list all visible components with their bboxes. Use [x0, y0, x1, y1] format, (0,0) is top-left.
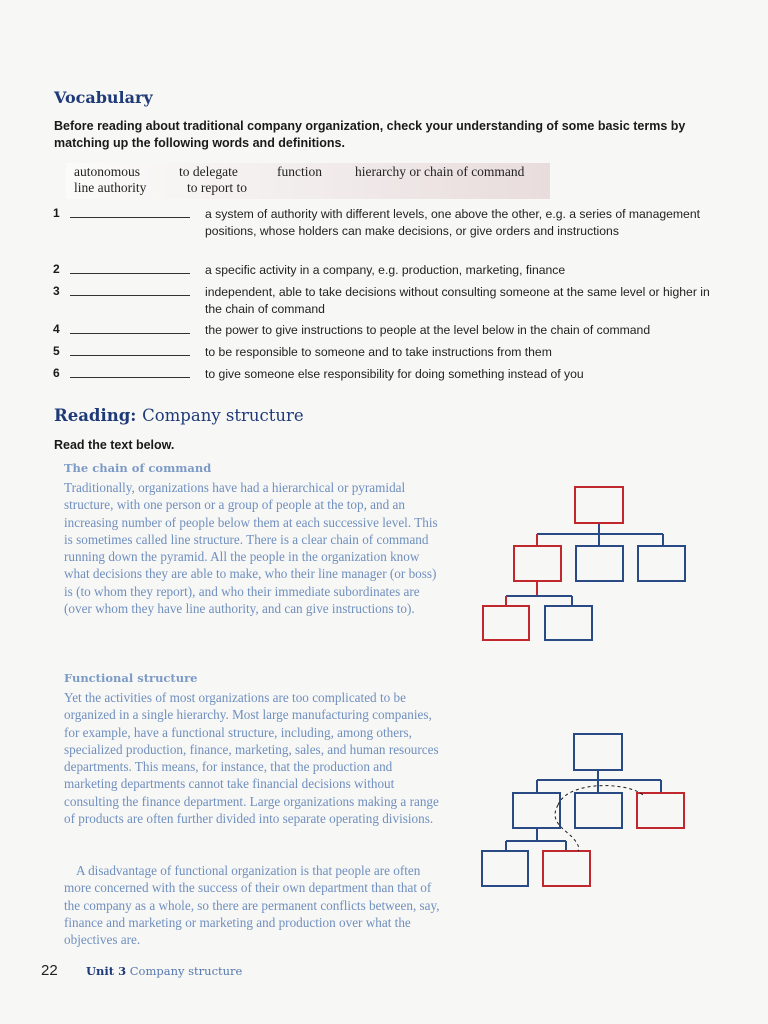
functional-structure-diagram [478, 730, 690, 892]
reading-heading-title: Company structure [142, 406, 304, 425]
reading-heading-label: Reading: [54, 406, 137, 425]
answer-blank[interactable] [70, 217, 190, 218]
manager-box [514, 546, 561, 581]
reading-heading [54, 406, 304, 425]
answer-blank[interactable] [70, 355, 190, 356]
page-number: 22 [41, 962, 58, 979]
subordinate-box [543, 851, 590, 886]
department-box [637, 793, 684, 828]
section-heading-functional-structure: Functional structure [64, 671, 198, 685]
answer-blank[interactable] [70, 295, 190, 296]
item-definition: the power to give instructions to people at the level below in the chain of command [205, 323, 651, 337]
answer-blank[interactable] [70, 333, 190, 334]
subordinate-box [483, 606, 529, 640]
department-box [513, 793, 560, 828]
item-number: 4 [53, 322, 60, 336]
manager-box [638, 546, 685, 581]
paragraph-functional-structure: Yet the activities of most organizations are too complicated to be organized in a single hierarchy. Most large manufacturing companies, for example, have a functional structure, including, among others, specialized production, finance, marketing, sales, and human resources departments. This means, for instance, that the production and marketing departments cannot take financial decisions without consulting the finance department. Large organizations making a range of products are often further divided into separate operating divisions. [64, 690, 439, 827]
footer-unit-label: Unit 3 [86, 964, 127, 978]
item-definition: to be responsible to someone and to take instructions from them [205, 345, 552, 359]
footer-unit-title: Company structure [129, 964, 243, 978]
subordinate-box [482, 851, 528, 886]
vocabulary-instructions: Before reading about traditional company organization, check your understanding of some basic terms by matching up the following words and definitions. [54, 119, 686, 150]
item-definition: a specific activity in a company, e.g. production, marketing, finance [205, 263, 566, 277]
vocabulary-heading: Vocabulary [54, 88, 153, 107]
answer-blank[interactable] [70, 377, 190, 378]
paragraph-functional-disadvantage: A disadvantage of functional organization is that people are often more concerned with the success of their own department than that of the company as a whole, so there are permanent conflicts between, say, finance and marketing or marketing and production over what the objectives are. [64, 863, 440, 948]
word-to-report-to: to report to [187, 180, 247, 195]
top-manager-box [574, 734, 622, 770]
department-box [575, 793, 622, 828]
dashed-link [558, 786, 643, 805]
item-definition: a system of authority with different levels, one above the other, e.g. a series of management positions, whose holders can make decisions, or give orders and instructions [205, 207, 701, 238]
word-function: function [277, 164, 322, 179]
item-number: 5 [53, 344, 60, 358]
paragraph-chain-of-command: Traditionally, organizations have had a hierarchical or pyramidal structure, with one person or a group of people at the top, and an increasing number of people below them at each successive level. This is sometimes called line structure. There is a clear chain of command running down the pyramid. All the people in the organization know what decisions they are able to make, who their line manager (or boss) is (to whom they report), and who their immediate subordinates are (over whom they have line authority, and can give instructions to). [64, 480, 438, 617]
item-definition: to give someone else responsibility for doing something instead of you [205, 367, 584, 381]
item-number: 1 [53, 206, 60, 220]
item-number: 3 [53, 284, 60, 298]
reading-instruction: Read the text below. [54, 438, 175, 452]
word-to-delegate: to delegate [179, 164, 238, 179]
item-definition: independent, able to take decisions without consulting someone at the same level or higher in the chain of command [205, 285, 710, 316]
line-structure-diagram [478, 484, 690, 644]
manager-box [576, 546, 623, 581]
word-hierarchy: hierarchy or chain of command [355, 164, 525, 179]
word-autonomous: autonomous [74, 164, 140, 179]
footer-unit [86, 964, 242, 978]
word-line-authority: line authority [74, 180, 147, 195]
subordinate-box [545, 606, 592, 640]
item-number: 2 [53, 262, 60, 276]
word-box [66, 163, 550, 199]
section-heading-chain-of-command: The chain of command [64, 461, 212, 475]
top-manager-box [575, 487, 623, 523]
item-number: 6 [53, 366, 60, 380]
answer-blank[interactable] [70, 273, 190, 274]
